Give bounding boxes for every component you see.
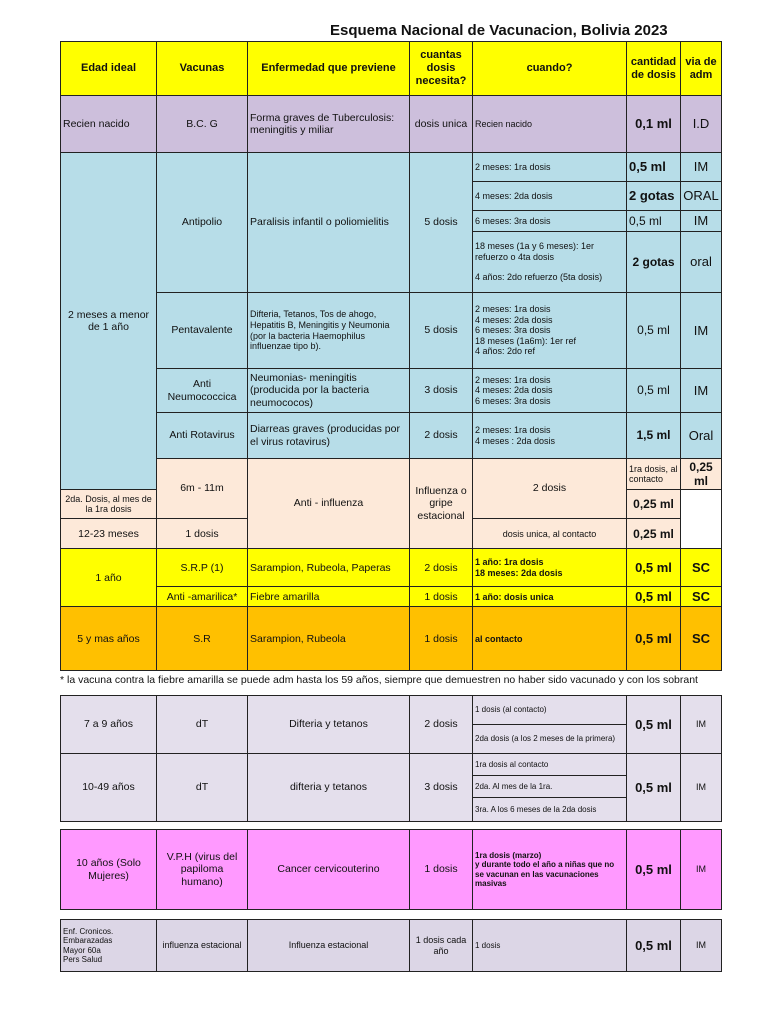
table-row-vph — [61, 830, 722, 910]
header-vacunas: Vacunas — [157, 42, 248, 96]
cuando-line: 18 meses (1a6m): 1er ref — [475, 335, 577, 346]
cuando-cell — [473, 830, 627, 910]
header-enfermedad: Enfermedad que previene — [248, 42, 410, 96]
cantidad-cell: 0,5 ml — [627, 920, 681, 972]
vacuna-cell: dT — [157, 754, 248, 822]
via-cell: IM — [681, 754, 722, 822]
cuando-line: 4 meses: 2da dosis — [475, 314, 553, 325]
edad-line: Enf. Cronicos. — [63, 926, 114, 936]
edad-cell: 10-49 años — [61, 754, 157, 822]
via-cell: IM — [681, 369, 722, 413]
cuando-line: 18 meses: 2da dosis — [475, 567, 563, 578]
cantidad-cell: 0,25 ml — [627, 490, 681, 519]
dosis-cell: dosis unica — [410, 96, 473, 153]
cuando-cell: dosis unica, al contacto — [473, 519, 627, 549]
via-cell: oral — [681, 232, 722, 293]
header-dosis: cuantas dosis necesita? — [410, 42, 473, 96]
vacuna-cell: influenza estacional — [157, 920, 248, 972]
dosis-cell: 1 dosis — [410, 587, 473, 607]
cuando-cell: 2da. Al mes de la 1ra. — [473, 776, 627, 798]
cantidad-cell: 0,5 ml — [627, 153, 681, 182]
cuando-cell — [473, 369, 627, 413]
via-cell: SC — [681, 607, 722, 671]
via-cell: SC — [681, 549, 722, 587]
vph-table — [60, 829, 722, 910]
cuando-line: 18 meses (1a y 6 meses): 1er refuerzo o 4ta dosis — [475, 241, 595, 262]
table-row-bcg — [61, 96, 722, 153]
enfermedad-cell: Diarreas graves (producidas por el virus rotavirus) — [248, 413, 410, 459]
cuando-line: 6 meses: 3ra dosis — [475, 395, 551, 406]
influenza-adult-table — [60, 919, 722, 972]
cuando-cell: 1 dosis (al contacto) — [473, 696, 627, 725]
cuando-line: 2 meses: 1ra dosis — [475, 374, 551, 385]
enfermedad-cell: Paralisis infantil o poliomielitis — [248, 153, 410, 293]
vacuna-cell: Pentavalente — [157, 293, 248, 369]
table-row-dt10-1 — [61, 754, 722, 776]
dosis-cell: 2 dosis — [410, 696, 473, 754]
cuando-line: 1 año: 1ra dosis — [475, 557, 544, 568]
table-row-influenza-adult — [61, 920, 722, 972]
header-cuando: cuando? — [473, 42, 627, 96]
via-cell: IM — [681, 293, 722, 369]
via-cell: IM — [681, 211, 722, 232]
edad-cell: 1 año — [61, 549, 157, 607]
cuando-line: 4 meses: 2da dosis — [475, 385, 553, 396]
cantidad-cell: 2 gotas — [627, 232, 681, 293]
cuando-cell: 2da. Dosis, al mes de la 1ra dosis — [61, 490, 157, 519]
edad-cell: Recien nacido — [61, 96, 157, 153]
via-cell: SC — [681, 587, 722, 607]
cuando-cell: 2da dosis (a los 2 meses de la primera) — [473, 725, 627, 754]
table-row-sr — [61, 607, 722, 671]
cuando-cell: 1ra dosis, al contacto — [627, 459, 681, 490]
enfermedad-cell: Influenza estacional — [248, 920, 410, 972]
table-row-antipolio-1 — [61, 153, 722, 182]
cantidad-cell: 1,5 ml — [627, 413, 681, 459]
enfermedad-cell: Sarampion, Rubeola — [248, 607, 410, 671]
table-row-influenza-1 — [61, 459, 722, 490]
via-cell: Oral — [681, 413, 722, 459]
dosis-cell: 1 dosis — [410, 607, 473, 671]
cantidad-cell: 0,25 ml — [681, 459, 722, 490]
cantidad-cell: 0,1 ml — [627, 96, 681, 153]
cantidad-cell: 0,5 ml — [627, 369, 681, 413]
cuando-line: 4 años: 2do refuerzo (5ta dosis) — [475, 272, 603, 283]
edad-cell — [61, 920, 157, 972]
table-row-rotavirus — [61, 413, 722, 459]
edad-cell: 7 a 9 años — [61, 696, 157, 754]
cuando-cell — [473, 549, 627, 587]
header-via: via de adm — [681, 42, 722, 96]
via-cell: IM — [681, 920, 722, 972]
cantidad-cell: 2 gotas — [627, 182, 681, 211]
header-cantidad: cantidad de dosis — [627, 42, 681, 96]
cuando-cell: al contacto — [473, 607, 627, 671]
enfermedad-cell: Cancer cervicouterino — [248, 830, 410, 910]
enfermedad-cell: Neumonias- meningitis (producida por la bacteria neumococos) — [248, 369, 410, 413]
enfermedad-cell: Sarampion, Rubeola, Paperas — [248, 549, 410, 587]
via-cell: IM — [681, 153, 722, 182]
footnote: * la vacuna contra la fiebre amarilla se puede adm hasta los 59 años, siempre que demuestren no haber sido vacunado y con los sobrant — [60, 674, 698, 686]
enfermedad-cell: Difteria y tetanos — [248, 696, 410, 754]
vacuna-cell: Anti Neumococcica — [157, 369, 248, 413]
cantidad-cell: 0,5 ml — [627, 830, 681, 910]
header-row — [61, 42, 722, 96]
edad-line: Embarazadas — [63, 936, 113, 946]
cantidad-cell: 0,5 ml — [627, 293, 681, 369]
cuando-line: 2 meses: 1ra dosis — [475, 424, 551, 435]
dosis-cell: 2 dosis — [410, 413, 473, 459]
edad-line: Mayor 60a — [63, 945, 101, 955]
cuando-line: 2 meses: 1ra dosis — [475, 303, 551, 314]
cuando-cell: Recien nacido — [473, 96, 627, 153]
header-edad: Edad ideal — [61, 42, 157, 96]
cuando-cell — [473, 232, 627, 293]
via-cell: I.D — [681, 96, 722, 153]
cantidad-cell: 0,5 ml — [627, 754, 681, 822]
edad-cell: 2 meses a menor de 1 año — [61, 153, 157, 490]
edad-cell: 10 años (Solo Mujeres) — [61, 830, 157, 910]
cuando-cell: 1ra dosis al contacto — [473, 754, 627, 776]
cuando-cell: 3ra. A los 6 meses de la 2da dosis — [473, 798, 627, 822]
page-title: Esquema Nacional de Vacunacion, Bolivia 2023 — [330, 22, 668, 39]
cuando-cell — [473, 293, 627, 369]
via-cell: IM — [681, 830, 722, 910]
cuando-cell: 4 meses: 2da dosis — [473, 182, 627, 211]
vacuna-cell: S.R — [157, 607, 248, 671]
cuando-line: 4 años: 2do ref — [475, 346, 536, 357]
dosis-cell: 5 dosis — [410, 153, 473, 293]
dosis-cell: 3 dosis — [410, 369, 473, 413]
dosis-cell: 1 dosis — [410, 830, 473, 910]
edad-cell: 5 y mas años — [61, 607, 157, 671]
via-cell: IM — [681, 696, 722, 754]
cantidad-cell: 0,25 ml — [627, 519, 681, 549]
cuando-line: y durante todo el año a niñas que no se vacunan en las vacunaciones masivas — [475, 860, 615, 888]
cuando-cell — [473, 413, 627, 459]
enfermedad-cell: Fiebre amarilla — [248, 587, 410, 607]
cuando-cell: 1 año: dosis unica — [473, 587, 627, 607]
cuando-cell: 6 meses: 3ra dosis — [473, 211, 627, 232]
enfermedad-cell: Forma graves de Tuberculosis: meningitis y miliar — [248, 96, 410, 153]
table-row-srp — [61, 549, 722, 587]
cuando-cell: 1 dosis — [473, 920, 627, 972]
dosis-cell: 3 dosis — [410, 754, 473, 822]
vacuna-cell: S.R.P (1) — [157, 549, 248, 587]
dosis-cell: 1 dosis — [157, 519, 248, 549]
edad-cell: 6m - 11m — [157, 459, 248, 519]
vacuna-cell: Anti - influenza — [248, 459, 410, 549]
enfermedad-cell: Influenza o gripe estacional — [410, 459, 473, 549]
cuando-line: 1ra dosis (marzo) — [475, 850, 542, 860]
vacuna-cell: B.C. G — [157, 96, 248, 153]
enfermedad-cell: difteria y tetanos — [248, 754, 410, 822]
table-row-amarilica — [61, 587, 722, 607]
edad-line: Pers Salud — [63, 954, 103, 964]
dosis-cell: 2 dosis — [473, 459, 627, 519]
table-row-neumococcica — [61, 369, 722, 413]
vacuna-cell: Antipolio — [157, 153, 248, 293]
cuando-line: 4 meses : 2da dosis — [475, 435, 556, 446]
cuando-cell: 2 meses: 1ra dosis — [473, 153, 627, 182]
vacuna-cell: Anti Rotavirus — [157, 413, 248, 459]
enfermedad-cell: Difteria, Tetanos, Tos de ahogo, Hepatitis B, Meningitis y Neumonia (por la bacteria Haemophilus influenzae tipo b). — [248, 293, 410, 369]
dosis-cell: 5 dosis — [410, 293, 473, 369]
vacuna-cell: dT — [157, 696, 248, 754]
cantidad-cell: 0,5 ml — [627, 211, 681, 232]
cantidad-cell: 0,5 ml — [627, 549, 681, 587]
vacuna-cell: Anti -amarilica* — [157, 587, 248, 607]
vacuna-cell: V.P.H (virus del papiloma humano) — [157, 830, 248, 910]
dt-table — [60, 695, 722, 822]
table-row-pentavalente — [61, 293, 722, 369]
cantidad-cell: 0,5 ml — [627, 696, 681, 754]
vaccination-table — [60, 41, 722, 671]
dosis-cell: 1 dosis cada año — [410, 920, 473, 972]
edad-cell: 12-23 meses — [61, 519, 157, 549]
table-row-dt7-1 — [61, 696, 722, 725]
cantidad-cell: 0,5 ml — [627, 587, 681, 607]
cuando-line: 6 meses: 3ra dosis — [475, 325, 551, 336]
via-cell: ORAL — [681, 182, 722, 211]
cantidad-cell: 0,5 ml — [627, 607, 681, 671]
dosis-cell: 2 dosis — [410, 549, 473, 587]
